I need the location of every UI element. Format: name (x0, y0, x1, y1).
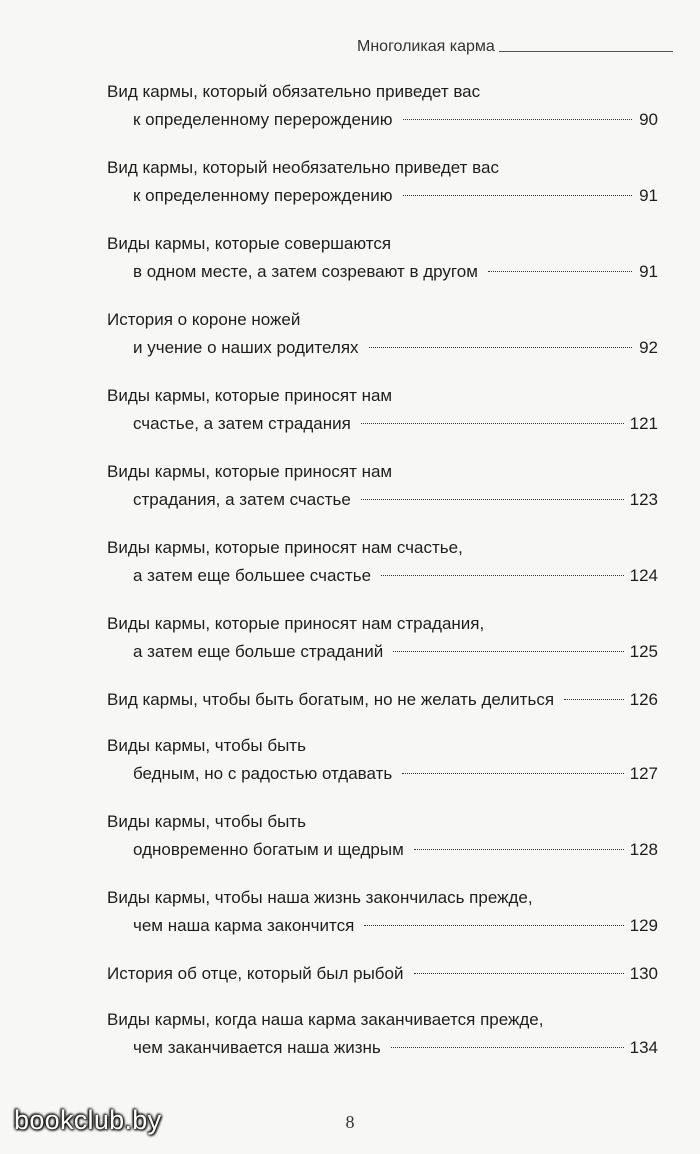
toc-page-number: 130 (629, 964, 658, 983)
toc-entry-row (107, 486, 658, 514)
toc-entry (107, 458, 658, 514)
dot-leader (361, 499, 624, 500)
toc-entry-row (107, 638, 658, 666)
toc-entry-row (107, 960, 658, 988)
toc-entry (107, 732, 658, 788)
toc-entry-title-line2: счастье, а затем страдания (133, 414, 351, 433)
running-header-title: Многоликая карма (357, 38, 495, 55)
toc-page-number: 123 (629, 490, 658, 509)
toc-entry-row (107, 182, 658, 210)
dot-leader (564, 699, 624, 700)
toc-entry (107, 230, 658, 286)
toc-entry-title-line2: страдания, а затем счастье (133, 490, 351, 509)
toc-entry-row (107, 760, 658, 788)
toc-page-number: 128 (629, 840, 658, 859)
dot-leader (403, 195, 632, 196)
toc-entry-title-line2: бедным, но с радостью отдавать (133, 764, 393, 783)
toc-entry-row (107, 334, 658, 362)
toc-page-number: 126 (629, 690, 658, 709)
toc-entry-row (107, 410, 658, 438)
toc-page-number: 90 (639, 110, 658, 129)
running-header (357, 38, 673, 56)
toc-entry (107, 306, 658, 362)
toc-entry-title-line2: и учение о наших родителях (133, 338, 359, 357)
toc-entry-title-line2: а затем еще большее счастье (133, 566, 372, 585)
toc-entry-title-line2: к определенному перерождению (133, 186, 393, 205)
toc-page-number: 124 (629, 566, 658, 585)
toc-entry-title-line2: чем заканчивается наша жизнь (133, 1038, 381, 1057)
toc-entry-row (107, 106, 658, 134)
toc-entry-title-line1: Виды кармы, которые приносят нам страдания, (107, 614, 485, 633)
dot-leader (361, 423, 624, 424)
dot-leader (488, 271, 632, 272)
toc-entry-row (107, 562, 658, 590)
dot-leader (364, 925, 623, 926)
toc-entry-title-line1: Виды кармы, когда наша карма заканчивается прежде, (107, 1010, 544, 1029)
toc-page-number: 91 (639, 186, 658, 205)
toc-entry-row (107, 686, 658, 714)
toc-page-number: 125 (629, 642, 658, 661)
toc-page-number: 129 (629, 916, 658, 935)
dot-leader (414, 849, 624, 850)
dot-leader (369, 347, 632, 348)
toc-entry-title-line2: в одном месте, а затем созревают в другом (133, 262, 478, 281)
toc-entry-title-line2: одновременно богатым и щедрым (133, 840, 404, 859)
toc-page-number: 134 (629, 1038, 658, 1057)
toc-entry (107, 78, 658, 134)
toc-entry-title-line1: Виды кармы, которые приносят нам (107, 386, 393, 405)
dot-leader (391, 1047, 624, 1048)
toc-entry-title-line1: Виды кармы, чтобы быть (107, 736, 306, 755)
toc-page-number: 92 (639, 338, 658, 357)
toc-entry-title-line1: Виды кармы, которые приносят нам счастье, (107, 538, 463, 557)
toc-entry-title: Вид кармы, чтобы быть богатым, но не желать делиться (107, 690, 555, 709)
toc-entry (107, 884, 658, 940)
header-rule (499, 51, 673, 52)
toc-entry-row (107, 1034, 658, 1062)
toc-page-number: 127 (629, 764, 658, 783)
dot-leader (414, 973, 624, 974)
page-number: 8 (345, 1112, 355, 1132)
dot-leader (393, 651, 623, 652)
toc-page-number: 91 (639, 262, 658, 281)
toc-entry (107, 154, 658, 210)
watermark: bookclub.by (14, 1105, 162, 1135)
toc-entry-title-line2: чем наша карма закончится (133, 916, 355, 935)
toc-entry (107, 382, 658, 438)
dot-leader (403, 119, 632, 120)
toc-entry-title-line1: Виды кармы, чтобы быть (107, 812, 306, 831)
toc-entry (107, 1006, 658, 1062)
toc-entry-title-line1: Виды кармы, которые приносят нам (107, 462, 393, 481)
toc-entry (107, 534, 658, 590)
toc-entry-title-line1: История о короне ножей (107, 310, 301, 329)
toc-entry-row (107, 258, 658, 286)
toc-page-number: 121 (629, 414, 658, 433)
toc-entry-title-line1: Вид кармы, который обязательно приведет вас (107, 82, 481, 101)
toc-entry-title-line2: а затем еще больше страданий (133, 642, 384, 661)
toc-entry (107, 686, 658, 714)
toc-entry-row (107, 912, 658, 940)
toc-entry-title-line1: Вид кармы, который необязательно приведет вас (107, 158, 499, 177)
dot-leader (402, 773, 623, 774)
toc-entry-title: История об отце, который был рыбой (107, 964, 404, 983)
toc-entry-title-line2: к определенному перерождению (133, 110, 393, 129)
toc-entry (107, 808, 658, 864)
toc-entry (107, 960, 658, 988)
dot-leader (381, 575, 624, 576)
toc-entry-title-line1: Виды кармы, которые совершаются (107, 234, 392, 253)
toc-entry-title-line1: Виды кармы, чтобы наша жизнь закончилась прежде, (107, 888, 533, 907)
toc-entry (107, 610, 658, 666)
toc-entry-row (107, 836, 658, 864)
